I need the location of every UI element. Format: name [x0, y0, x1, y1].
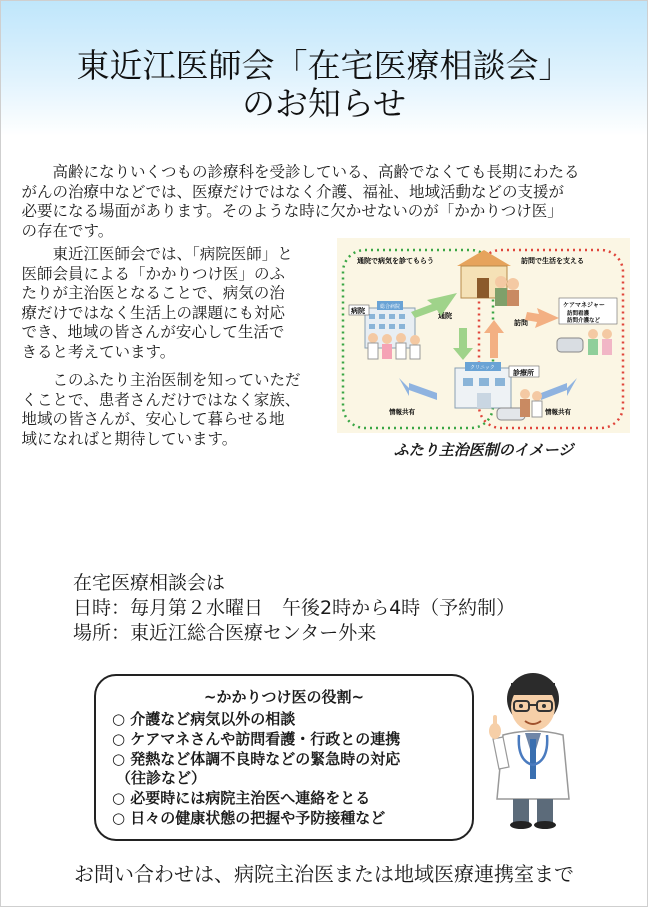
label-right-heading: 訪問で生活を支える — [521, 257, 584, 265]
label-left-heading: 通院で病気を診てもらう — [357, 257, 434, 265]
label-share-right: 情報共有 — [545, 408, 571, 416]
intro-line3: 必要になる場面があります。そのような時に欠かせないのが「かかりつけ医」 — [21, 202, 563, 220]
role-box — [94, 674, 474, 841]
consultation-info — [73, 571, 515, 646]
svg-text:ケアマネジャー: ケアマネジャー — [563, 302, 605, 309]
doctor-icon — [481, 669, 591, 831]
svg-text:訪問介護など: 訪問介護など — [567, 318, 601, 324]
svg-text:訪問看護: 訪問看護 — [567, 311, 590, 317]
paragraph-2: 東近江医師会では、「病院医師」と 医師会員による「かかりつけ医」のふ たりが主治医となることで、病気の治 療だけではなく生活上の課題にも対応 でき、地域の皆さんが安心して生活で きると考えています。 — [21, 245, 293, 361]
arrow-blue-left — [399, 378, 437, 400]
label-share-left: 情報共有 — [389, 408, 415, 416]
label-clinic: 診療所 — [513, 369, 534, 377]
label-tsuuin: 通院 — [438, 312, 452, 320]
role-item: ○ 必要時には病院主治医へ連絡をとる — [112, 789, 371, 808]
info-datetime: 日時：毎月第２水曜日 午後2時から4時（予約制） — [73, 597, 516, 619]
role-item: ○ 日々の健康状態の把握や予防接種など — [112, 808, 386, 827]
illustration-svg — [337, 238, 630, 433]
body-paragraphs — [21, 245, 327, 458]
role-item: ○ ケアマネさんや訪問看護・行政との連携 — [112, 729, 401, 748]
arrow-green-down — [453, 328, 473, 360]
paragraph-3: このふたり主治医制を知っていただ くことで、患者さんだけではなく家族、 地域の皆さんが、安心して暮らせる地 域になればと期待しています。 — [21, 371, 301, 448]
arrow-orange-right — [525, 308, 559, 328]
title-line1: 東近江医師会「在宅医療相談会」 — [76, 46, 572, 85]
two-doctor-system-illustration — [337, 238, 630, 433]
role-item-continuation: （往診など） — [116, 769, 207, 788]
title-line2: のお知らせ — [241, 84, 406, 123]
care-staff-icon — [557, 298, 617, 355]
intro-paragraph — [21, 163, 627, 241]
label-hospital: 病院 — [351, 307, 365, 315]
info-location: 場所：東近江総合医療センター外来 — [73, 622, 377, 644]
arrow-blue-right — [541, 378, 577, 400]
role-item: ○ 発熱など体調不良時などの緊急時の対応 — [112, 749, 401, 768]
role-item: ○ 介護など病気以外の相談 — [112, 710, 296, 728]
contact-footer: お問い合わせは、病院主治医または地域医療連携室まで — [74, 862, 574, 886]
clinic-icon — [455, 362, 542, 420]
svg-text:総合病院: 総合病院 — [380, 304, 401, 310]
label-houmon: 訪問 — [514, 319, 528, 327]
role-list — [112, 710, 468, 829]
illustration-caption: ふたり主治医制のイメージ — [393, 441, 574, 459]
intro-line1: 高齢になりいくつもの診療科を受診している、高齢でなくても長期にわたる — [52, 163, 580, 181]
info-line1: 在宅医療相談会は — [73, 572, 226, 594]
hospital-icon — [349, 301, 420, 359]
role-title: ~かかりつけ医の役割~ — [203, 688, 365, 706]
intro-line4: の存在です。 — [21, 221, 114, 240]
arrow-orange-up — [484, 320, 504, 358]
svg-text:クリニック: クリニック — [470, 365, 495, 371]
page-title — [1, 47, 647, 123]
intro-line2: がんの治療中などでは、医療だけではなく介護、福祉、地域活動などの支援が — [21, 182, 565, 201]
house-icon — [457, 250, 519, 306]
